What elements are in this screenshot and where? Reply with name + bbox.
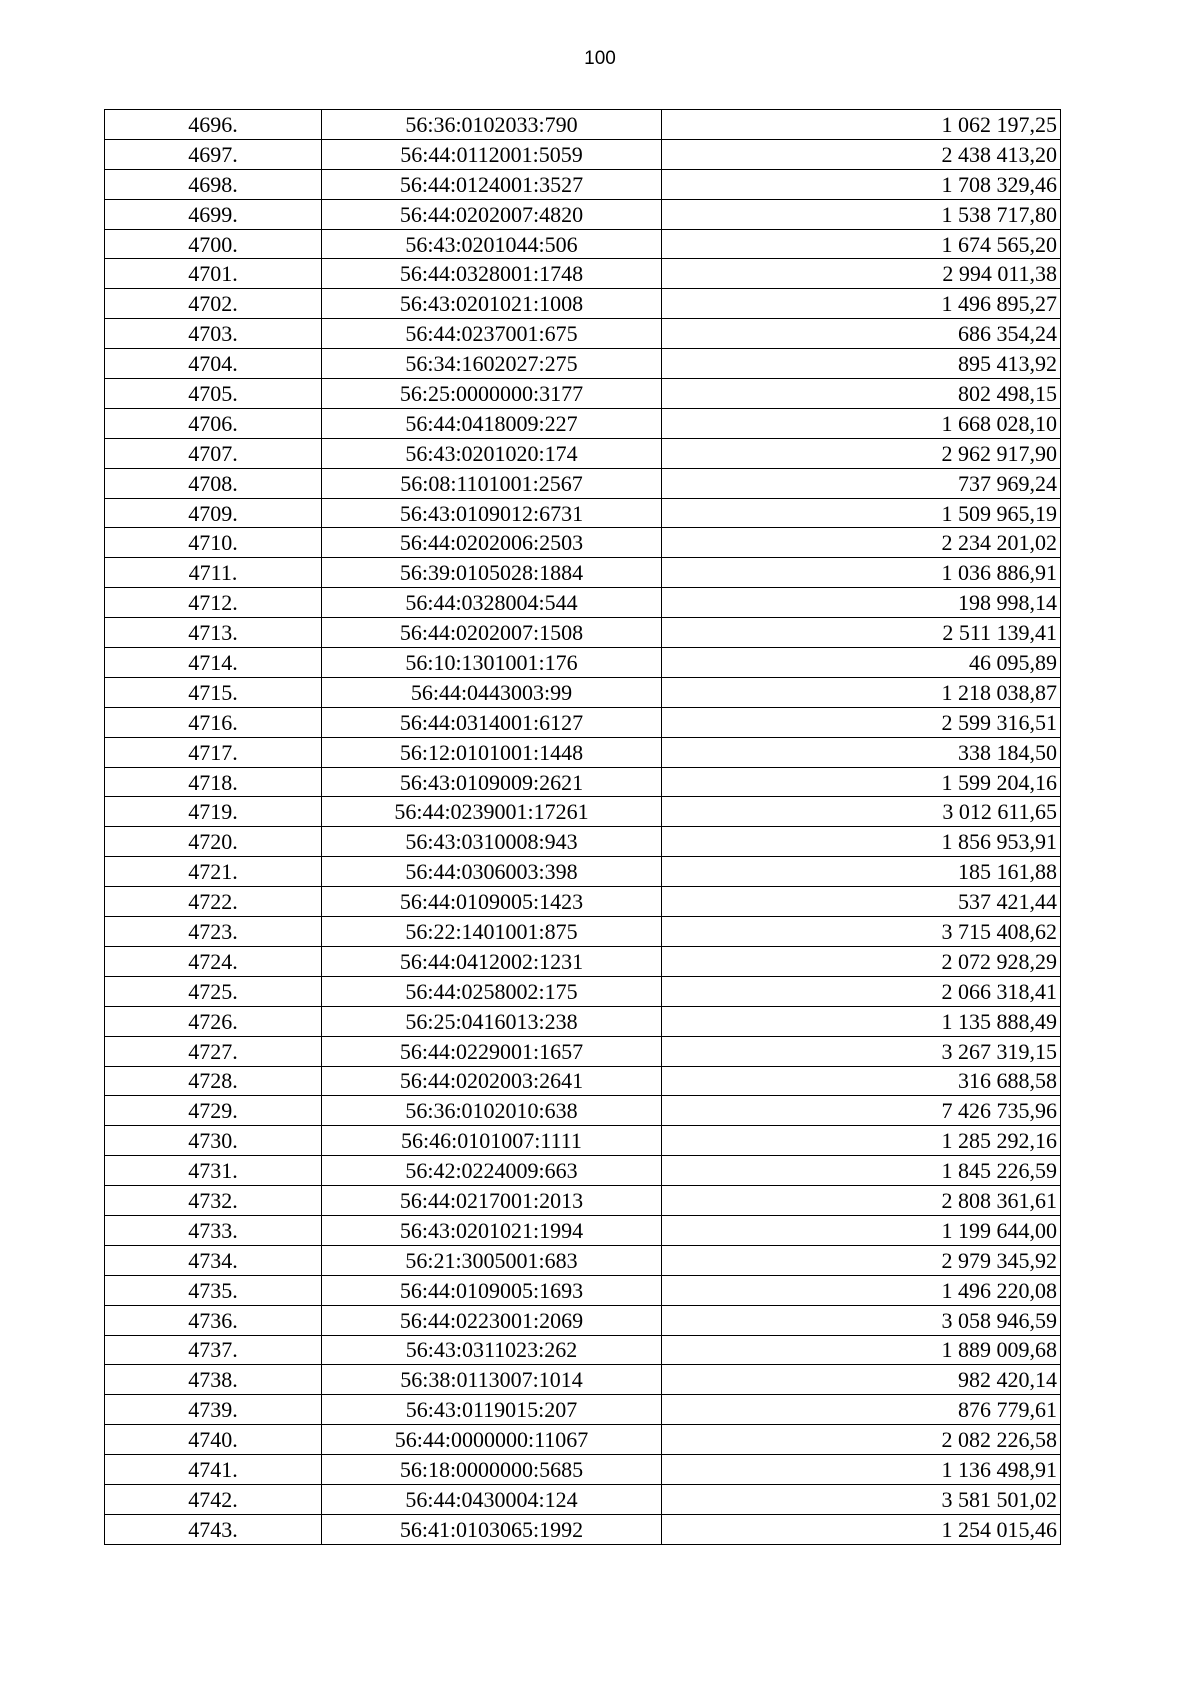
table-row: [105, 1156, 1061, 1186]
cadastral-number-cell: 56:44:0258002:175: [322, 976, 662, 1006]
row-number-cell: 4709.: [105, 498, 322, 528]
table-row: [105, 1395, 1061, 1425]
value-cell: 1 856 953,91: [662, 827, 1061, 857]
table-row: [105, 379, 1061, 409]
table-row: [105, 618, 1061, 648]
value-cell: 1 136 498,91: [662, 1455, 1061, 1485]
row-number-cell: 4731.: [105, 1156, 322, 1186]
cadastral-number-cell: 56:44:0202003:2641: [322, 1066, 662, 1096]
cadastral-number-cell: 56:44:0306003:398: [322, 857, 662, 887]
table-body: [105, 110, 1061, 1545]
row-number-cell: 4723.: [105, 917, 322, 947]
cadastral-number-cell: 56:08:1101001:2567: [322, 468, 662, 498]
row-number-cell: 4719.: [105, 797, 322, 827]
table-row: [105, 1335, 1061, 1365]
value-cell: 7 426 735,96: [662, 1096, 1061, 1126]
value-cell: 3 715 408,62: [662, 917, 1061, 947]
value-cell: 1 708 329,46: [662, 169, 1061, 199]
row-number-cell: 4716.: [105, 707, 322, 737]
value-cell: 1 668 028,10: [662, 408, 1061, 438]
cadastral-number-cell: 56:43:0201020:174: [322, 438, 662, 468]
table-row: [105, 349, 1061, 379]
table-row: [105, 1514, 1061, 1544]
row-number-cell: 4706.: [105, 408, 322, 438]
cadastral-number-cell: 56:43:0109012:6731: [322, 498, 662, 528]
cadastral-number-cell: 56:44:0202007:4820: [322, 199, 662, 229]
row-number-cell: 4712.: [105, 588, 322, 618]
table-row: [105, 1096, 1061, 1126]
row-number-cell: 4725.: [105, 976, 322, 1006]
table-row: [105, 946, 1061, 976]
cadastral-number-cell: 56:39:0105028:1884: [322, 558, 662, 588]
table-row: [105, 169, 1061, 199]
value-cell: 2 234 201,02: [662, 528, 1061, 558]
row-number-cell: 4721.: [105, 857, 322, 887]
row-number-cell: 4703.: [105, 319, 322, 349]
row-number-cell: 4738.: [105, 1365, 322, 1395]
value-cell: 1 674 565,20: [662, 229, 1061, 259]
cadastral-number-cell: 56:44:0314001:6127: [322, 707, 662, 737]
cadastral-number-cell: 56:36:0102010:638: [322, 1096, 662, 1126]
table-row: [105, 1215, 1061, 1245]
table-row: [105, 1066, 1061, 1096]
value-cell: 2 808 361,61: [662, 1186, 1061, 1216]
cadastral-number-cell: 56:44:0124001:3527: [322, 169, 662, 199]
table-row: [105, 648, 1061, 678]
value-cell: 338 184,50: [662, 737, 1061, 767]
cadastral-number-cell: 56:44:0328004:544: [322, 588, 662, 618]
cadastral-number-cell: 56:43:0201044:506: [322, 229, 662, 259]
table-row: [105, 1425, 1061, 1455]
table-row: [105, 528, 1061, 558]
table-row: [105, 199, 1061, 229]
row-number-cell: 4727.: [105, 1036, 322, 1066]
value-cell: 3 058 946,59: [662, 1305, 1061, 1335]
table-row: [105, 917, 1061, 947]
cadastral-number-cell: 56:42:0224009:663: [322, 1156, 662, 1186]
cadastral-number-cell: 56:36:0102033:790: [322, 110, 662, 140]
value-cell: 46 095,89: [662, 648, 1061, 678]
cadastral-number-cell: 56:18:0000000:5685: [322, 1455, 662, 1485]
row-number-cell: 4713.: [105, 618, 322, 648]
value-cell: 1 062 197,25: [662, 110, 1061, 140]
row-number-cell: 4699.: [105, 199, 322, 229]
value-cell: 1 496 895,27: [662, 289, 1061, 319]
cadastral-number-cell: 56:44:0109005:1423: [322, 887, 662, 917]
cadastral-number-cell: 56:44:0217001:2013: [322, 1186, 662, 1216]
cadastral-number-cell: 56:43:0119015:207: [322, 1395, 662, 1425]
value-cell: 1 496 220,08: [662, 1275, 1061, 1305]
cadastral-number-cell: 56:44:0112001:5059: [322, 139, 662, 169]
cadastral-number-cell: 56:21:3005001:683: [322, 1245, 662, 1275]
cadastral-number-cell: 56:43:0310008:943: [322, 827, 662, 857]
value-cell: 3 267 319,15: [662, 1036, 1061, 1066]
table-row: [105, 1126, 1061, 1156]
value-cell: 2 438 413,20: [662, 139, 1061, 169]
value-cell: 316 688,58: [662, 1066, 1061, 1096]
row-number-cell: 4728.: [105, 1066, 322, 1096]
table-row: [105, 229, 1061, 259]
value-cell: 895 413,92: [662, 349, 1061, 379]
table-row: [105, 857, 1061, 887]
cadastral-number-cell: 56:44:0109005:1693: [322, 1275, 662, 1305]
cadastral-number-cell: 56:12:0101001:1448: [322, 737, 662, 767]
row-number-cell: 4707.: [105, 438, 322, 468]
row-number-cell: 4741.: [105, 1455, 322, 1485]
value-cell: 3 012 611,65: [662, 797, 1061, 827]
row-number-cell: 4740.: [105, 1425, 322, 1455]
row-number-cell: 4739.: [105, 1395, 322, 1425]
value-cell: 3 581 501,02: [662, 1484, 1061, 1514]
cadastral-number-cell: 56:44:0328001:1748: [322, 259, 662, 289]
row-number-cell: 4732.: [105, 1186, 322, 1216]
row-number-cell: 4724.: [105, 946, 322, 976]
table-row: [105, 767, 1061, 797]
table-row: [105, 139, 1061, 169]
table-row: [105, 408, 1061, 438]
cadastral-number-cell: 56:34:1602027:275: [322, 349, 662, 379]
row-number-cell: 4730.: [105, 1126, 322, 1156]
row-number-cell: 4704.: [105, 349, 322, 379]
table-row: [105, 1455, 1061, 1485]
value-cell: 1 509 965,19: [662, 498, 1061, 528]
value-cell: 876 779,61: [662, 1395, 1061, 1425]
table-row: [105, 887, 1061, 917]
value-cell: 1 199 644,00: [662, 1215, 1061, 1245]
row-number-cell: 4698.: [105, 169, 322, 199]
value-cell: 1 538 717,80: [662, 199, 1061, 229]
value-cell: 1 599 204,16: [662, 767, 1061, 797]
table-row: [105, 588, 1061, 618]
table-row: [105, 289, 1061, 319]
value-cell: 2 072 928,29: [662, 946, 1061, 976]
table-row: [105, 110, 1061, 140]
page-number: 100: [584, 48, 616, 69]
table-row: [105, 1484, 1061, 1514]
cadastral-number-cell: 56:44:0430004:124: [322, 1484, 662, 1514]
table-row: [105, 1006, 1061, 1036]
cadastral-number-cell: 56:44:0412002:1231: [322, 946, 662, 976]
value-cell: 1 036 886,91: [662, 558, 1061, 588]
value-cell: 198 998,14: [662, 588, 1061, 618]
cadastral-number-cell: 56:44:0237001:675: [322, 319, 662, 349]
row-number-cell: 4734.: [105, 1245, 322, 1275]
value-cell: 982 420,14: [662, 1365, 1061, 1395]
table-row: [105, 1036, 1061, 1066]
row-number-cell: 4710.: [105, 528, 322, 558]
cadastral-number-cell: 56:38:0113007:1014: [322, 1365, 662, 1395]
cadastral-number-cell: 56:44:0202006:2503: [322, 528, 662, 558]
value-cell: 686 354,24: [662, 319, 1061, 349]
row-number-cell: 4726.: [105, 1006, 322, 1036]
table-row: [105, 1275, 1061, 1305]
row-number-cell: 4736.: [105, 1305, 322, 1335]
value-cell: 1 285 292,16: [662, 1126, 1061, 1156]
table-row: [105, 1245, 1061, 1275]
cadastral-number-cell: 56:44:0443003:99: [322, 677, 662, 707]
value-cell: 2 066 318,41: [662, 976, 1061, 1006]
cadastral-number-cell: 56:25:0416013:238: [322, 1006, 662, 1036]
value-cell: 1 218 038,87: [662, 677, 1061, 707]
value-cell: 2 599 316,51: [662, 707, 1061, 737]
row-number-cell: 4717.: [105, 737, 322, 767]
row-number-cell: 4700.: [105, 229, 322, 259]
cadastral-number-cell: 56:43:0201021:1994: [322, 1215, 662, 1245]
table-row: [105, 468, 1061, 498]
value-cell: 185 161,88: [662, 857, 1061, 887]
value-cell: 1 135 888,49: [662, 1006, 1061, 1036]
cadastral-number-cell: 56:44:0229001:1657: [322, 1036, 662, 1066]
row-number-cell: 4711.: [105, 558, 322, 588]
cadastral-number-cell: 56:22:1401001:875: [322, 917, 662, 947]
table-row: [105, 1305, 1061, 1335]
cadastral-number-cell: 56:41:0103065:1992: [322, 1514, 662, 1544]
value-cell: 802 498,15: [662, 379, 1061, 409]
row-number-cell: 4735.: [105, 1275, 322, 1305]
row-number-cell: 4705.: [105, 379, 322, 409]
table-row: [105, 797, 1061, 827]
cadastral-number-cell: 56:43:0311023:262: [322, 1335, 662, 1365]
row-number-cell: 4729.: [105, 1096, 322, 1126]
row-number-cell: 4722.: [105, 887, 322, 917]
row-number-cell: 4715.: [105, 677, 322, 707]
value-cell: 1 889 009,68: [662, 1335, 1061, 1365]
table-row: [105, 319, 1061, 349]
table-row: [105, 498, 1061, 528]
cadastral-number-cell: 56:43:0109009:2621: [322, 767, 662, 797]
value-cell: 2 994 011,38: [662, 259, 1061, 289]
value-cell: 537 421,44: [662, 887, 1061, 917]
value-cell: 1 845 226,59: [662, 1156, 1061, 1186]
table-row: [105, 438, 1061, 468]
table-row: [105, 259, 1061, 289]
value-cell: 2 511 139,41: [662, 618, 1061, 648]
cadastral-number-cell: 56:44:0239001:17261: [322, 797, 662, 827]
cadastral-number-cell: 56:46:0101007:1111: [322, 1126, 662, 1156]
row-number-cell: 4701.: [105, 259, 322, 289]
cadastral-number-cell: 56:44:0418009:227: [322, 408, 662, 438]
row-number-cell: 4702.: [105, 289, 322, 319]
cadastral-number-cell: 56:44:0202007:1508: [322, 618, 662, 648]
row-number-cell: 4696.: [105, 110, 322, 140]
row-number-cell: 4718.: [105, 767, 322, 797]
row-number-cell: 4742.: [105, 1484, 322, 1514]
value-cell: 2 082 226,58: [662, 1425, 1061, 1455]
table-row: [105, 737, 1061, 767]
row-number-cell: 4743.: [105, 1514, 322, 1544]
table-row: [105, 558, 1061, 588]
table-row: [105, 677, 1061, 707]
cadastral-number-cell: 56:43:0201021:1008: [322, 289, 662, 319]
row-number-cell: 4697.: [105, 139, 322, 169]
value-cell: 1 254 015,46: [662, 1514, 1061, 1544]
value-cell: 2 962 917,90: [662, 438, 1061, 468]
row-number-cell: 4737.: [105, 1335, 322, 1365]
table-row: [105, 1365, 1061, 1395]
cadastral-number-cell: 56:10:1301001:176: [322, 648, 662, 678]
row-number-cell: 4714.: [105, 648, 322, 678]
value-cell: 737 969,24: [662, 468, 1061, 498]
value-cell: 2 979 345,92: [662, 1245, 1061, 1275]
row-number-cell: 4708.: [105, 468, 322, 498]
table-row: [105, 707, 1061, 737]
row-number-cell: 4733.: [105, 1215, 322, 1245]
cadastral-value-table: [104, 109, 1061, 1545]
row-number-cell: 4720.: [105, 827, 322, 857]
table-row: [105, 827, 1061, 857]
table-row: [105, 976, 1061, 1006]
cadastral-number-cell: 56:44:0000000:11067: [322, 1425, 662, 1455]
table-row: [105, 1186, 1061, 1216]
cadastral-number-cell: 56:25:0000000:3177: [322, 379, 662, 409]
cadastral-number-cell: 56:44:0223001:2069: [322, 1305, 662, 1335]
